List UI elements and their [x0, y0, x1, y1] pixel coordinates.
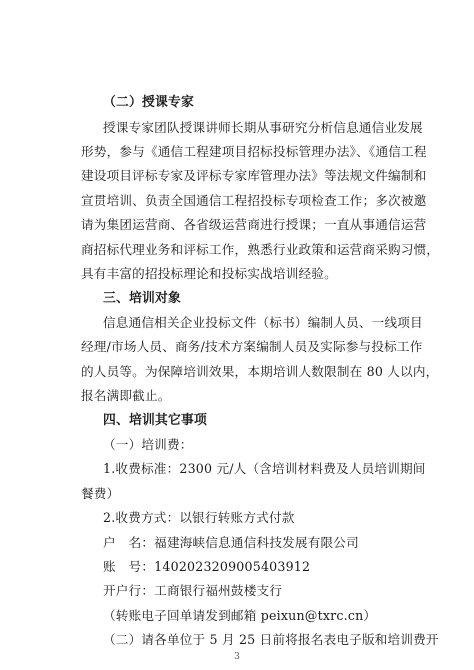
paragraph-line: （一）培训费：	[103, 437, 193, 452]
paragraph-line: 宣贯培训、负责全国通信工程招投标专项检查工作；多次被邀	[81, 193, 427, 208]
heading-other-matters: 四、培训其它事项	[103, 413, 207, 428]
paragraph-line: 经理/市场人员、商务/技术方案编制人员及实际参与投标工作	[81, 339, 423, 354]
bank-line: 开户行：工商银行福州鼓楼支行	[103, 583, 283, 598]
paragraph-line: 1.收费标准：2300 元/人（含培训材料费及人员培训期间	[103, 461, 426, 476]
page-number: 3	[234, 652, 240, 662]
paragraph-line: 信息通信相关企业投标文件（标书）编制人员、一线项目	[103, 315, 423, 330]
paragraph-line: 商招标代理业务和评标工作，熟悉行业政策和运营商采购习惯，	[81, 242, 440, 257]
paragraph-line: 的人员等。为保障培训效果，本期培训人数限制在 80 人以内，	[81, 364, 439, 379]
paragraph-line: 形势，参与《通信工程建项目招标投标管理办法》、《通信工程	[81, 144, 427, 159]
email-note-line: （转账电子回单请发到邮箱 peixun@txrc.cn）	[103, 608, 377, 623]
paragraph-line: （二）请各单位于 5 月 25 日前将报名表电子版和培训费开	[103, 632, 439, 647]
account-number-line: 账 号：1402023209005403912	[103, 559, 311, 574]
heading-instructors: （二）授课专家	[103, 95, 194, 110]
paragraph-line: 2.收费方式：以银行转账方式付款	[103, 510, 295, 525]
paragraph-line: 餐费）	[81, 486, 120, 501]
paragraph-line: 建设项目评标专家及评标专家库管理办法》等法规文件编制和	[81, 168, 427, 183]
paragraph-line: 请为集团运营商、各省级运营商进行授课；一直从事通信运营	[81, 217, 427, 232]
paragraph-line: 具有丰富的招投标理论和投标实战培训经验。	[81, 266, 337, 281]
paragraph-line: 报名满即截止。	[81, 388, 171, 403]
heading-training-target: 三、培训对象	[103, 291, 181, 306]
paragraph-line: 授课专家团队授课讲师长期从事研究分析信息通信业发展	[103, 120, 423, 135]
account-name-line: 户 名：福建海峡信息通信科技发展有限公司	[103, 535, 359, 550]
